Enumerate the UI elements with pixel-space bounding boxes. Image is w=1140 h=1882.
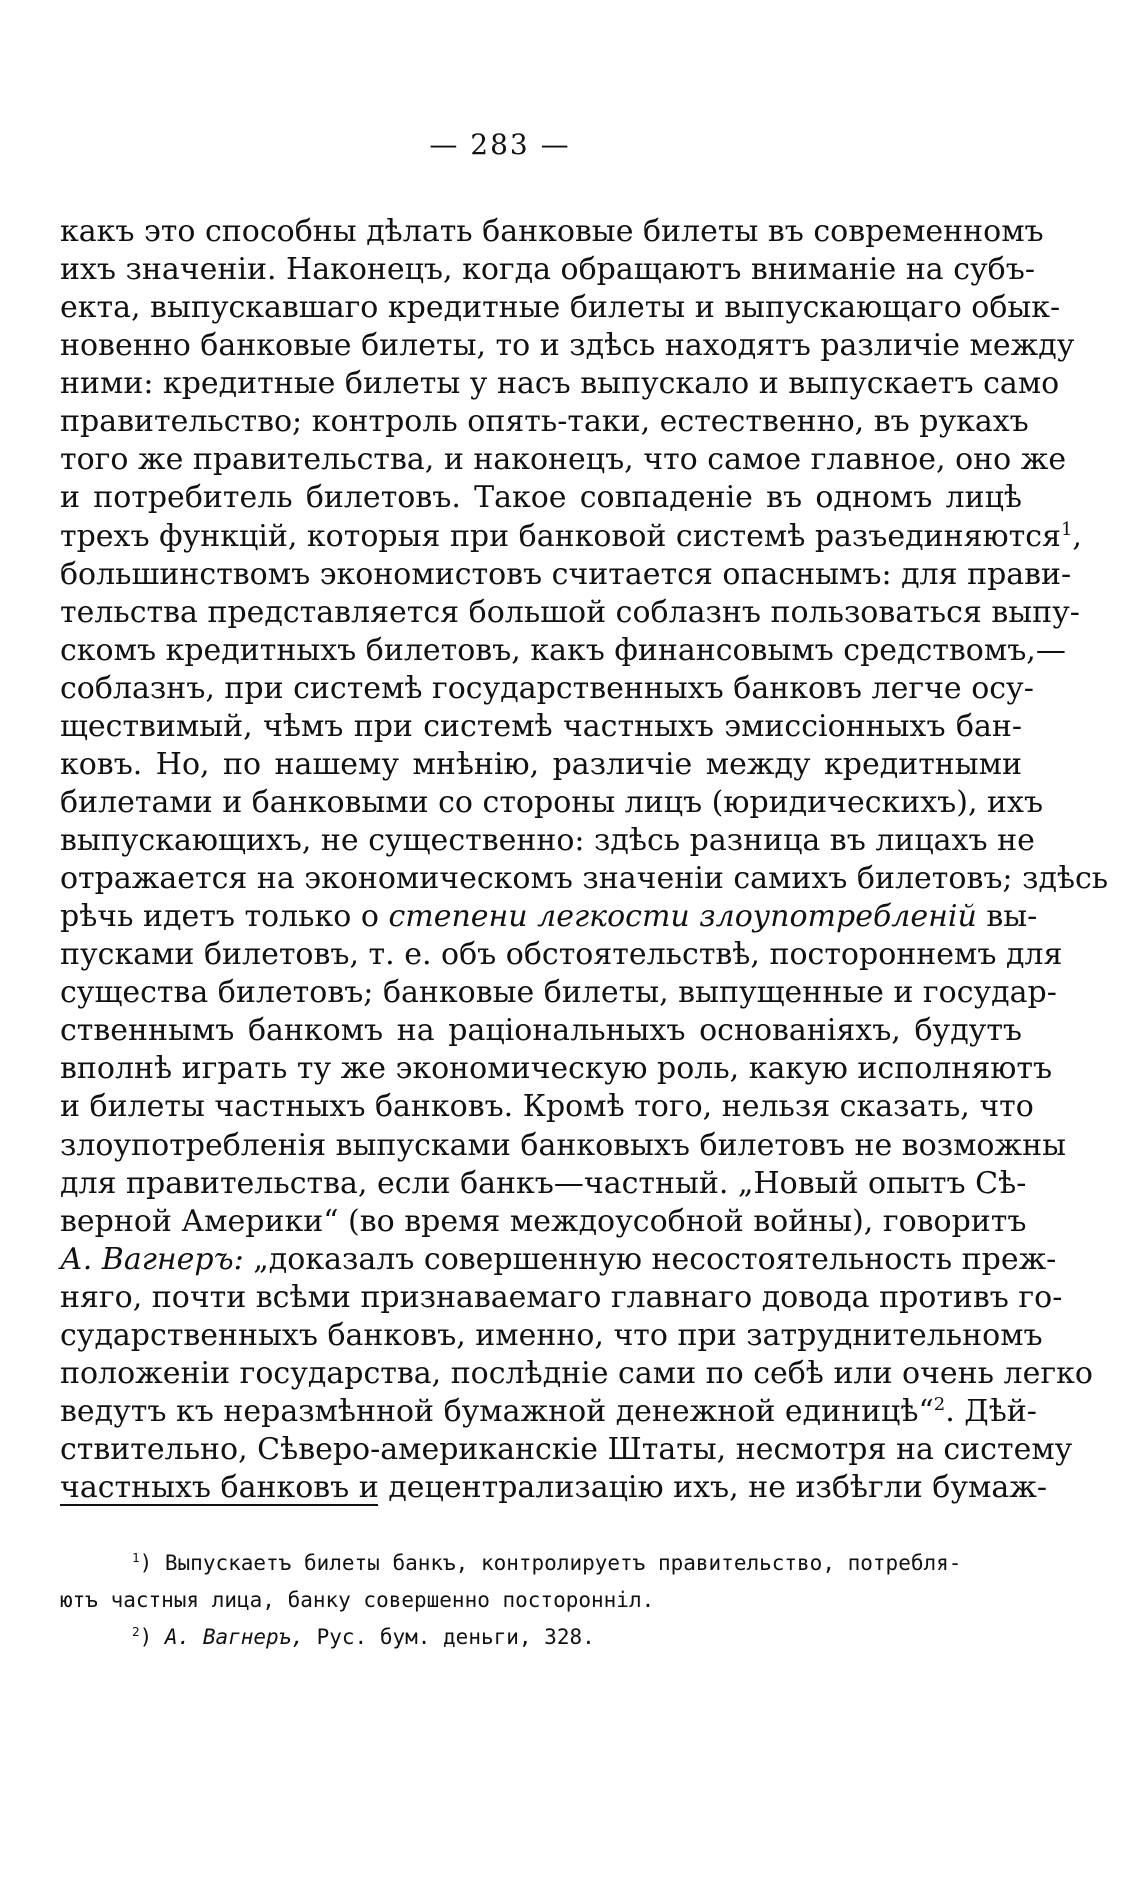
- footnote-2: $^2$) А. Вагнеръ, Рус. бум. деньги, 328.: [132, 1624, 595, 1649]
- text-line: вполнѣ играть ту же экономическую роль, какую исполняютъ: [60, 1051, 1053, 1087]
- italic-phrase: степени легкости злоупотребленій: [388, 899, 977, 935]
- text-line-end: вы-: [976, 899, 1038, 935]
- text-line: [60, 1393, 1037, 1431]
- text-line-start: рѣчь идетъ только о: [60, 899, 379, 935]
- footnote-mark-2: 2: [132, 1624, 140, 1639]
- text-line: ковъ. Но, по нашему мнѣнію, различіе между кредитными: [60, 746, 1022, 782]
- footnote-1-text: Выпускаетъ билеты банкъ, контролируетъ правительство, потребля-: [164, 1551, 962, 1575]
- footnote-2-author: А. Вагнеръ,: [164, 1625, 304, 1649]
- text-line-start: ведутъ къ неразмѣнной бумажной денежной единицѣ“: [60, 1393, 934, 1429]
- text-line-end: „доказалъ совершенную несостоятельность преж-: [253, 1241, 1057, 1277]
- text-line: положеніи государства, послѣдніе сами по себѣ или очень легко: [60, 1355, 1093, 1391]
- footnote-1-continuation: ютъ частныя лица, банку совершенно посторонніл.: [60, 1588, 655, 1612]
- text-line: екта, выпускавшаго кредитные билеты и выпускающаго обык-: [60, 290, 1061, 326]
- footnote-ref-1: 1: [1060, 518, 1073, 540]
- text-line: правительство; контроль опять-таки, естественно, въ рукахъ: [60, 404, 1029, 440]
- footnote-1: $^1$) Выпускаетъ билеты банкъ, контролируетъ правительство, потребля-: [132, 1550, 962, 1575]
- text-line: няго, почти всѣми признаваемаго главнаго довода противъ го-: [60, 1279, 1063, 1315]
- text-line: отражается на экономическомъ значеніи самихъ билетовъ; здѣсь: [60, 861, 1109, 897]
- text-line: выпускающихъ, не существенно: здѣсь разница въ лицахъ не: [60, 823, 1035, 858]
- text-line: скомъ кредитныхъ билетовъ, какъ финансовымъ средствомъ,—: [60, 632, 1066, 668]
- text-line: новенно банковые билеты, то и здѣсь находятъ различіе между: [60, 328, 1075, 364]
- text-line-end: ,: [1072, 518, 1082, 554]
- text-line: пусками билетовъ, т. е. объ обстоятельствѣ, постороннемъ для: [60, 937, 1063, 973]
- text-line: злоупотребленія выпусками банковыхъ билетовъ не возможны: [60, 1127, 1066, 1163]
- text-line: для правительства, если банкъ—частный. „Новый опытъ Сѣ-: [60, 1165, 1027, 1201]
- text-line: большинствомъ экономистовъ считается опаснымъ: для прави-: [60, 556, 1072, 592]
- text-line: частныхъ банковъ и децентрализацію ихъ, не избѣгли бумаж-: [60, 1470, 1047, 1506]
- footnotes: [60, 1545, 1022, 1656]
- text-line-start: трехъ функцій, которыя при банковой системѣ разъединяются: [60, 518, 1061, 554]
- text-line: ществимый, чѣмъ при системѣ частныхъ эмиссіонныхъ бан-: [60, 708, 1022, 744]
- text-line: [60, 1241, 1057, 1279]
- text-line: [60, 898, 1038, 936]
- text-line: [60, 518, 1082, 556]
- footnote-divider: [60, 1504, 378, 1506]
- text-line: и билеты частныхъ банковъ. Кромѣ того, нельзя сказать, что: [60, 1089, 1034, 1125]
- body-text: [60, 213, 1109, 1507]
- text-line: существа билетовъ; банковые билеты, выпущенные и государ-: [60, 975, 1057, 1011]
- text-line: билетами и банковыми со стороны лицъ (юридическихъ), ихъ: [60, 784, 1044, 820]
- text-line-end: . Дѣй-: [945, 1393, 1037, 1429]
- text-line: какъ это способны дѣлать банковые билеты въ современномъ: [60, 214, 1044, 249]
- text-line: ственнымъ банкомъ на раціональныхъ основаніяхъ, будутъ: [60, 1013, 1022, 1049]
- author-name: А. Вагнеръ:: [60, 1241, 244, 1277]
- text-line: того же правительства, и наконецъ, что самое главное, оно же: [60, 442, 1067, 478]
- text-line: сударственныхъ банковъ, именно, что при затруднительномъ: [60, 1317, 1043, 1353]
- footnote-2-text: Рус. бум. деньги, 328.: [303, 1625, 595, 1649]
- text-line: верной Америки“ (во время междоусобной войны), говоритъ: [60, 1203, 1027, 1239]
- text-line: и потребитель билетовъ. Такое совпаденіе въ одномъ лицѣ: [60, 480, 1022, 516]
- footnote-mark-1: 1: [132, 1550, 140, 1565]
- text-line: ихъ значеніи. Наконецъ, когда обращаютъ вниманіе на субъ-: [60, 252, 1035, 288]
- text-line: соблазнъ, при системѣ государственныхъ банковъ легче осу-: [60, 670, 1034, 706]
- page-number: — 283 —: [429, 128, 571, 161]
- text-line: тельства представляется большой соблазнъ пользоваться выпу-: [60, 594, 1080, 630]
- text-line: ствительно, Сѣверо-американскіе Штаты, несмотря на систему: [60, 1432, 1073, 1467]
- text-line: ними: кредитные билеты у насъ выпускало и выпускаетъ само: [60, 366, 1060, 402]
- footnote-ref-2: 2: [933, 1393, 946, 1415]
